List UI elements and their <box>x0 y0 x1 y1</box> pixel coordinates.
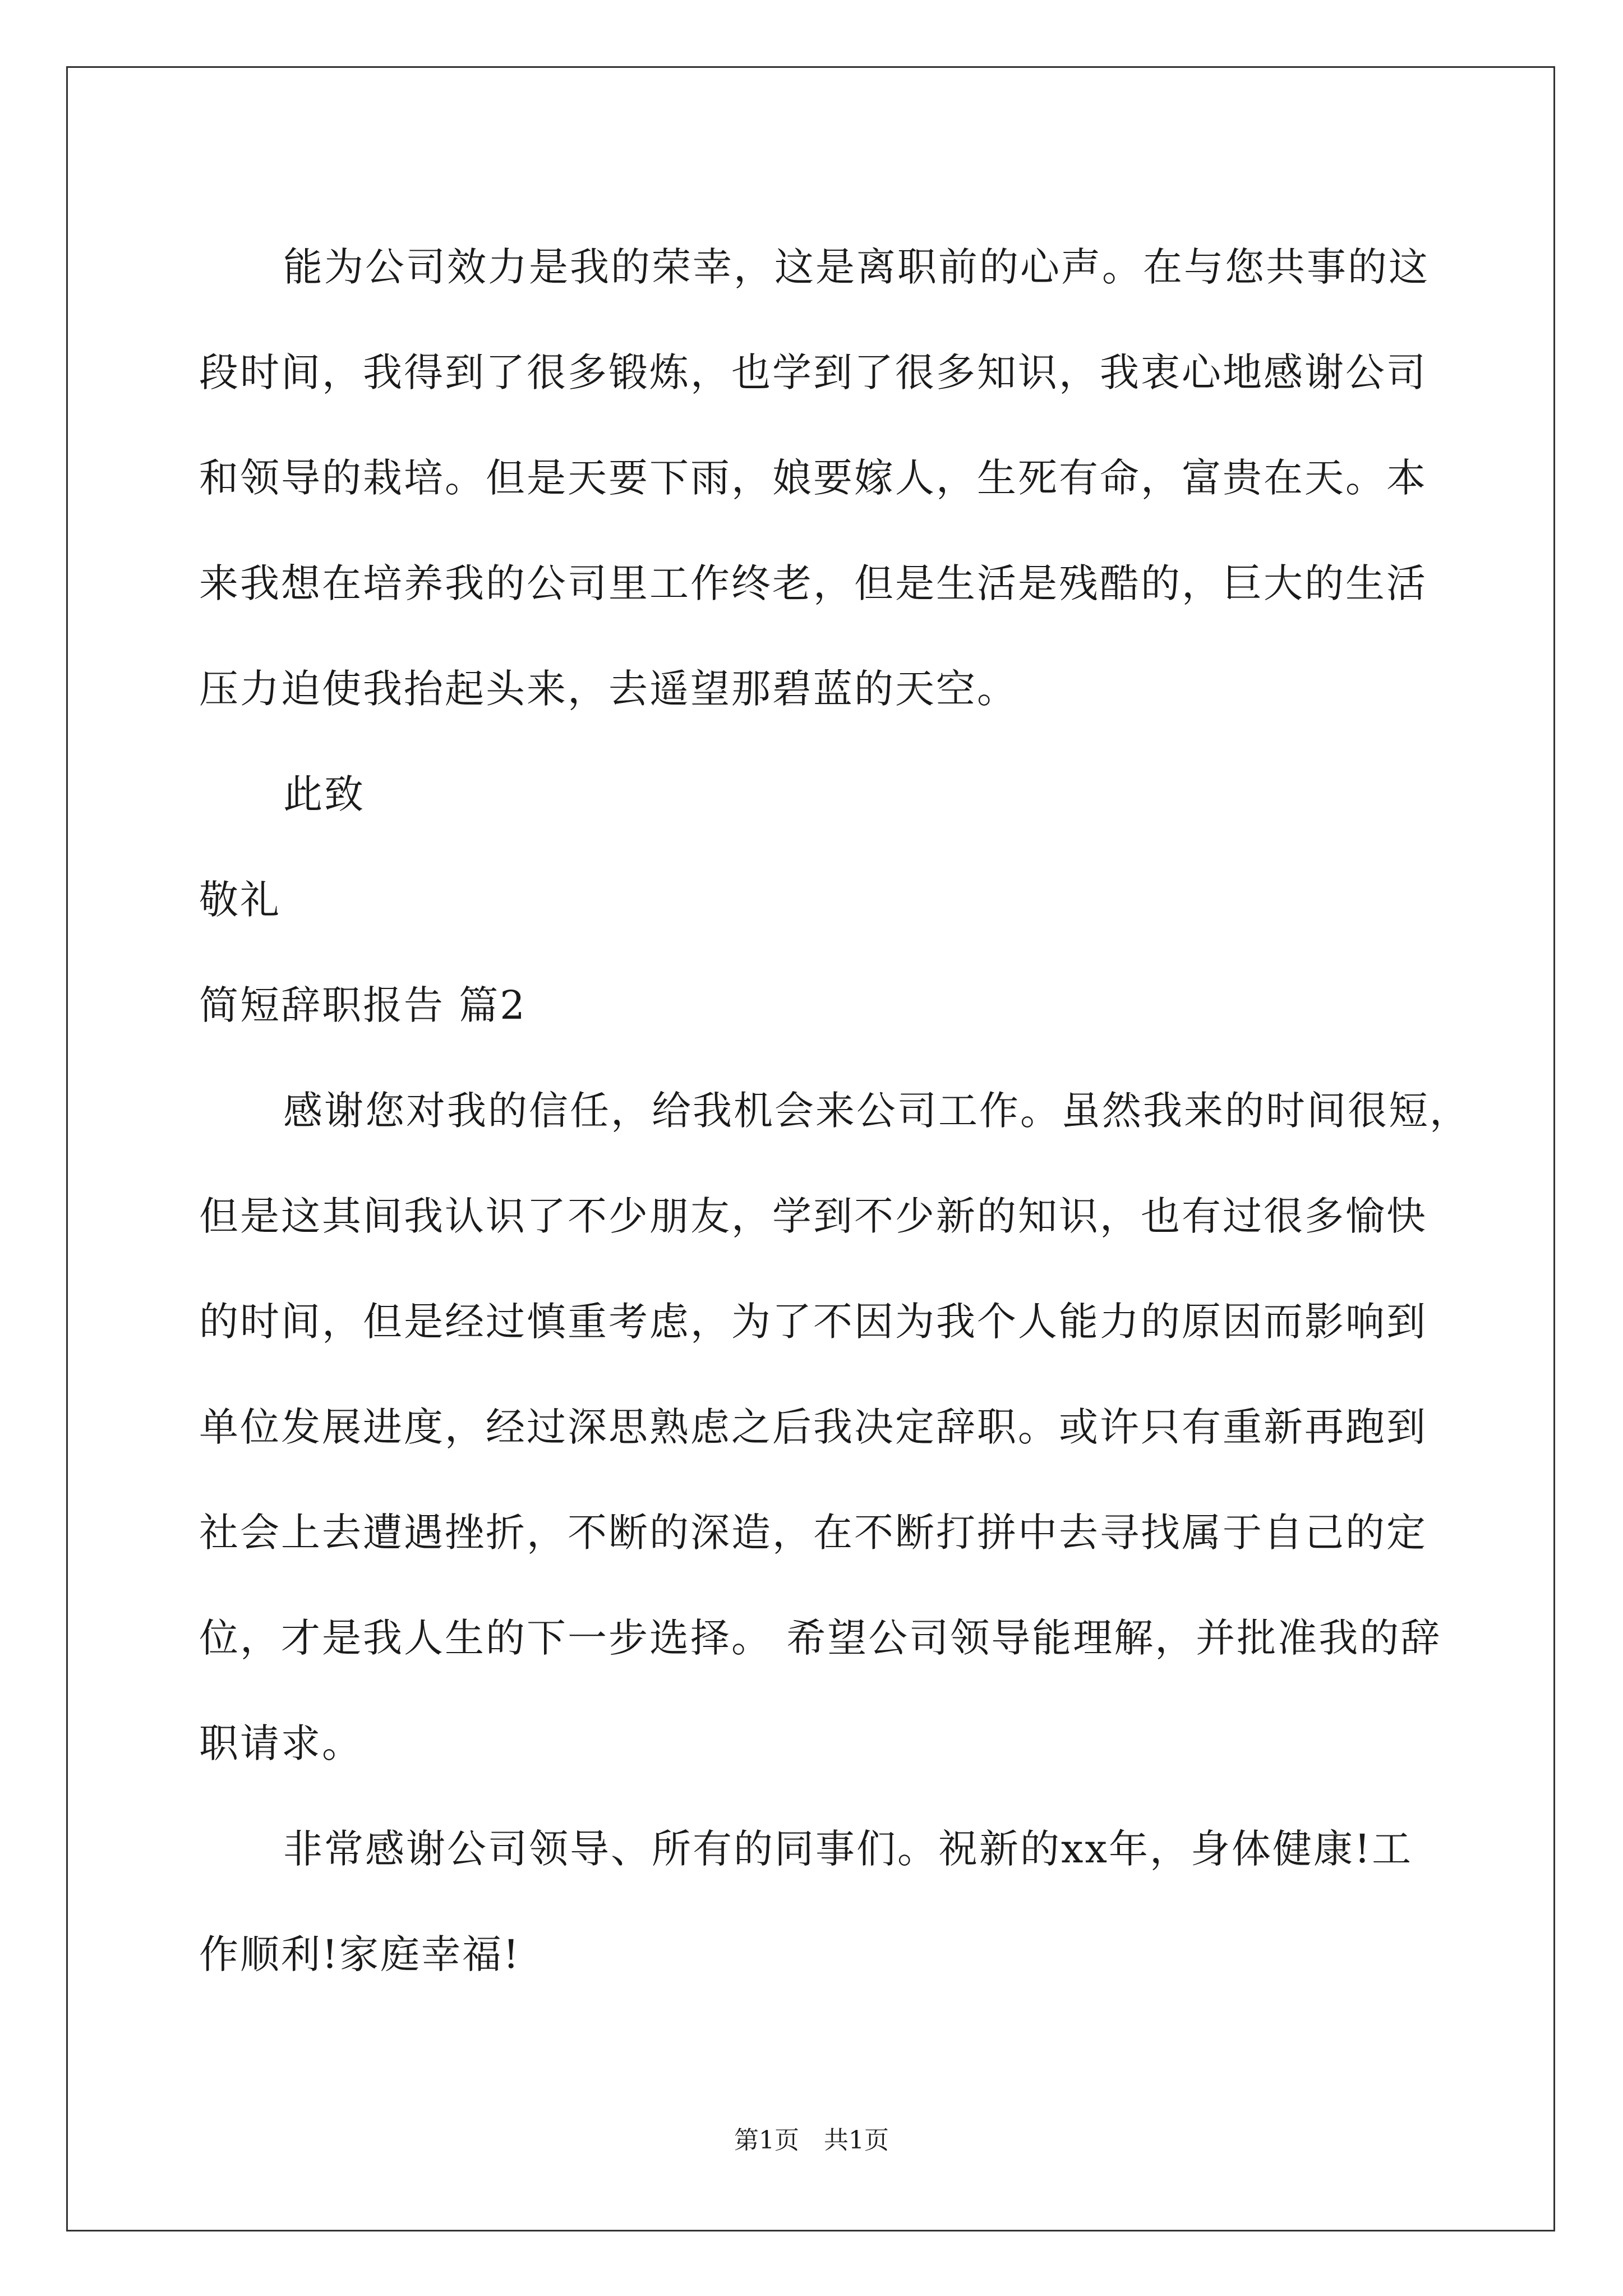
salutation-line: 此致 <box>283 771 365 817</box>
paragraph-1-line-1: 能为公司效力是我的荣幸，这是离职前的心声。在与您共事的这 <box>283 244 1430 290</box>
paragraph-1-line-2: 段时间，我得到了很多锻炼，也学到了很多知识，我衷心地感谢公司 <box>199 349 1427 395</box>
page-number-footer: 第1页 共1页 <box>734 2126 889 2155</box>
paragraph-1-line-5: 压力迫使我抬起头来，去遥望那碧蓝的天空。 <box>199 666 1018 712</box>
paragraph-3-line-1: 非常感谢公司领导、所有的同事们。祝新的xx年，身体健康!工 <box>283 1826 1413 1872</box>
paragraph-2-line-5: 社会上去遭遇挫折，不断的深造，在不断打拼中去寻找属于自己的定 <box>199 1510 1427 1556</box>
paragraph-1-line-4: 来我想在培养我的公司里工作终老，但是生活是残酷的，巨大的生活 <box>199 560 1427 606</box>
paragraph-2-line-7: 职请求。 <box>199 1720 363 1766</box>
document-body <box>199 214 1470 2007</box>
section-heading: 简短辞职报告 篇2 <box>199 982 527 1028</box>
paragraph-1-line-3: 和领导的栽培。但是天要下雨，娘要嫁人，生死有命，富贵在天。本 <box>199 455 1427 501</box>
paragraph-2-line-4: 单位发展进度，经过深思熟虑之后我决定辞职。或许只有重新再跑到 <box>199 1404 1427 1450</box>
paragraph-2-line-1: 感谢您对我的信任，给我机会来公司工作。虽然我来的时间很短， <box>283 1088 1470 1134</box>
paragraph-2-line-2: 但是这其间我认识了不少朋友，学到不少新的知识，也有过很多愉快 <box>199 1193 1427 1239</box>
paragraph-2-line-3: 的时间，但是经过慎重考虑，为了不因为我个人能力的原因而影响到 <box>199 1299 1427 1345</box>
paragraph-2-line-6: 位，才是我人生的下一步选择。 希望公司领导能理解，并批准我的辞 <box>199 1615 1442 1661</box>
regards-line: 敬礼 <box>199 877 281 923</box>
paragraph-3-line-2: 作顺利!家庭幸福! <box>199 1931 521 1977</box>
